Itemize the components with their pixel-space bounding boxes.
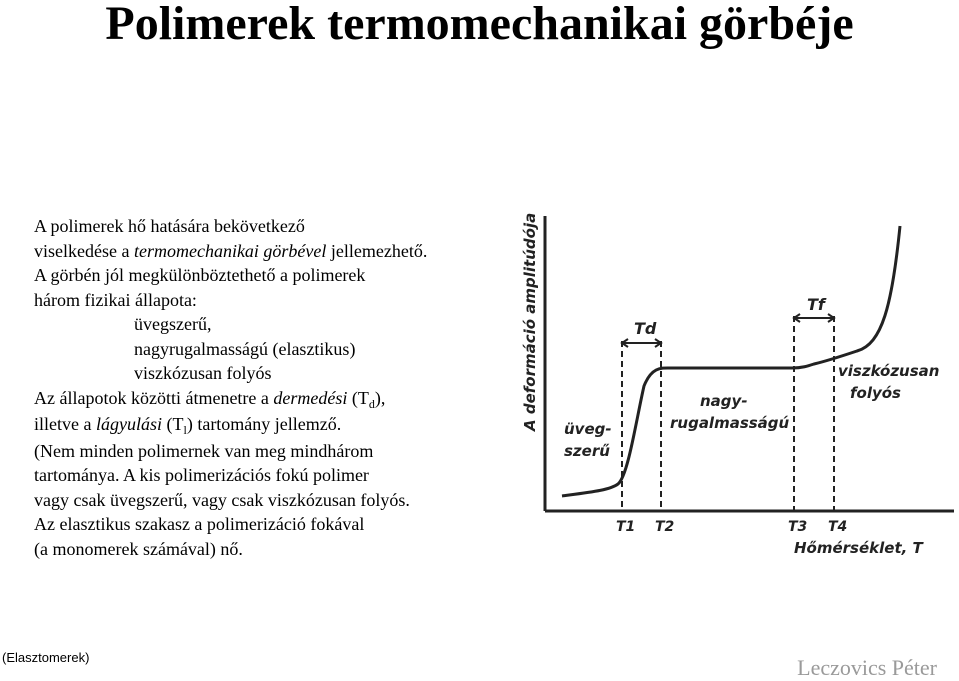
text-line-11: tartománya. A kis polimerizációs fokú polimer [34, 465, 369, 485]
text-span: (T [161, 414, 184, 434]
state-glassy: üvegszerű, [134, 314, 212, 334]
text-span: jellemezhető. [326, 240, 428, 261]
term-thermomechanical-curve: termomechanikai görbével [133, 240, 327, 261]
tick-t4: T4 [828, 519, 848, 535]
text-line-12: vagy csak üvegszerű, vagy csak viszkózusan folyós. [34, 489, 410, 510]
text-line-9 [34, 412, 504, 439]
state-elastic: nagyrugalmasságú (elasztikus) [134, 338, 356, 359]
text-line-8 [34, 386, 504, 413]
text-span: illetve a [34, 414, 96, 434]
text-line-2 [34, 239, 504, 264]
tick-t3: T3 [788, 519, 808, 535]
region-glassy-line1: üveg- [564, 420, 612, 438]
tf-label: Tf [807, 295, 825, 314]
region-viscous-line1: viszkózusan [838, 362, 940, 380]
region-glassy-line2: szerű [564, 442, 610, 460]
text-span: (T [347, 387, 369, 408]
diagram-svg [502, 206, 958, 566]
region-elastic-line1: nagy- [700, 392, 748, 410]
footer-left-note: (Elasztomerek) [2, 650, 90, 665]
author-name: Leczovics Péter [797, 655, 937, 680]
subscript: d [368, 396, 375, 411]
slide-title: Polimerek termomechanikai görbéje [105, 0, 854, 50]
region-elastic-line2: rugalmasságú [670, 414, 790, 432]
state-viscous: viszkózusan folyós [134, 363, 272, 383]
tick-t2: T2 [655, 519, 675, 535]
subscript: l [183, 423, 187, 437]
text-line-3: A görbén jól megkülönböztethető a polimerek [34, 265, 366, 285]
x-axis-label: Hőmérséklet, T [794, 539, 923, 557]
term-lagyulasi: lágyulási [95, 414, 162, 434]
text-line-10: (Nem minden polimernek van meg mindhárom [34, 440, 374, 461]
y-axis-label: A deformáció amplitúdója [521, 212, 539, 431]
text-span: Az állapotok közötti átmenetre a [34, 387, 274, 408]
text-line-13: Az elasztikus szakasz a polimerizáció fokával [34, 514, 365, 534]
text-line-4: három fizikai állapota: [34, 289, 197, 310]
term-dermedesi: dermedési [273, 387, 348, 408]
region-viscous-line2: folyós [850, 384, 901, 402]
text-span: ), [374, 387, 386, 408]
thermomechanical-curve [562, 226, 900, 496]
text-span: viselkedése a [34, 240, 134, 261]
body-text [34, 214, 504, 561]
tick-t1: T1 [616, 519, 636, 535]
text-line-14: (a monomerek számával) nő. [34, 538, 243, 559]
text-line-1: A polimerek hő hatására bekövetkező [34, 216, 305, 236]
td-label: Td [634, 319, 657, 338]
text-span: ) tartomány jellemző. [186, 414, 342, 434]
thermomechanical-curve-figure [502, 206, 958, 566]
